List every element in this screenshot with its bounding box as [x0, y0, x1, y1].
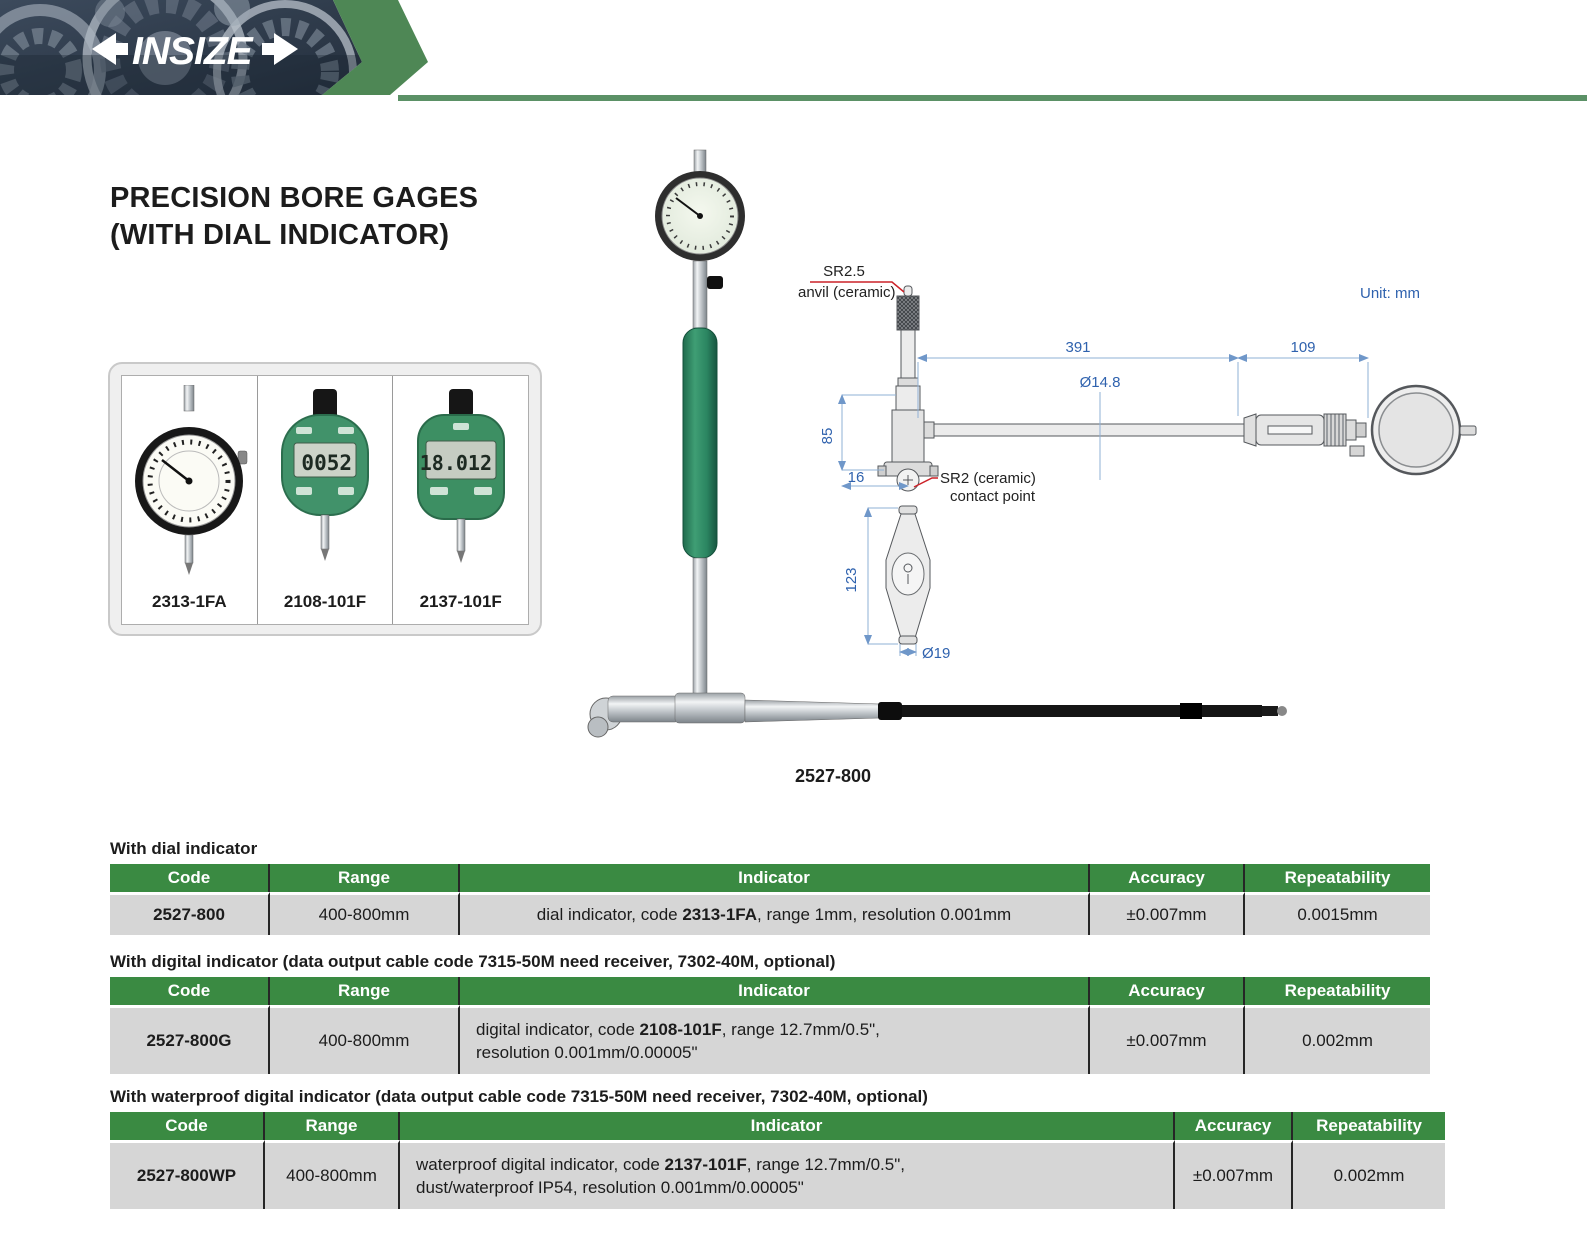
- cell-accuracy: ±0.007mm: [1090, 1005, 1245, 1074]
- digital-indicator-image: [260, 385, 390, 577]
- cell-indicator: digital indicator, code 2108-101F, range 12.7mm/0.5", resolution 0.001mm/0.00005": [460, 1005, 1090, 1074]
- cell-indicator: waterproof digital indicator, code 2137-101F, range 12.7mm/0.5", dust/waterproof IP54, resolution 0.001mm/0.00005": [400, 1140, 1175, 1209]
- product-card-2313-1FA: [122, 376, 258, 624]
- table-header-row: [110, 1112, 1445, 1140]
- cell-repeatability: 0.002mm: [1293, 1140, 1445, 1209]
- diagram-tube-assembly: [924, 386, 1476, 474]
- technical-diagram: [780, 240, 1480, 710]
- product-card-2137-101F: [393, 376, 528, 624]
- col-code: Code: [110, 864, 270, 892]
- page-title-line1: PRECISION BORE GAGES: [110, 182, 479, 214]
- dim-d19: Ø19: [922, 645, 951, 662]
- product-card-2108-101F: [258, 376, 394, 624]
- cell-accuracy: ±0.007mm: [1175, 1140, 1293, 1209]
- anvil-callout-line1: SR2.5: [823, 263, 865, 280]
- col-accuracy: Accuracy: [1090, 977, 1245, 1005]
- cell-repeatability: 0.0015mm: [1245, 892, 1430, 935]
- diagram-anvil-assembly: [878, 286, 938, 491]
- lcd-value: 18.012: [419, 451, 492, 475]
- waterproof-digital-indicator-image: [396, 385, 526, 577]
- dim-85: 85: [819, 427, 836, 445]
- header-rule: [398, 95, 1587, 101]
- table-caption-dial: With dial indicator: [110, 839, 258, 858]
- logo-text: INSIZE: [132, 30, 252, 73]
- hero-dial-indicator: [655, 150, 745, 328]
- dim-109: 109: [1290, 339, 1316, 356]
- anvil-callout: [798, 263, 904, 301]
- product-code-label: 2313-1FA: [152, 592, 227, 611]
- col-code: Code: [110, 1112, 265, 1140]
- col-indicator: Indicator: [460, 864, 1090, 892]
- table-header-row: [110, 977, 1430, 1005]
- table-row: [110, 892, 1430, 935]
- cell-range: 400-800mm: [270, 1005, 460, 1074]
- cell-code: 2527-800WP: [110, 1140, 265, 1209]
- table-caption-waterproof: With waterproof digital indicator (data output cable code 7315-50M need receiver, 7302-40M, optional): [110, 1087, 928, 1106]
- col-range: Range: [265, 1112, 400, 1140]
- contact-callout-line2: contact point: [950, 488, 1036, 505]
- dim-d14-8: Ø14.8: [1079, 374, 1121, 391]
- cell-repeatability: 0.002mm: [1245, 1005, 1430, 1074]
- dim-16: 16: [847, 469, 865, 486]
- spec-tables: [110, 838, 1450, 1209]
- cell-accuracy: ±0.007mm: [1090, 892, 1245, 935]
- table-row: [110, 1005, 1430, 1074]
- table-digital-indicator: [110, 977, 1430, 1074]
- table-header-row: [110, 864, 1430, 892]
- col-range: Range: [270, 977, 460, 1005]
- hero-caption: 2527-800: [794, 766, 872, 786]
- unit-label: Unit: mm: [1360, 285, 1420, 302]
- col-repeatability: Repeatability: [1245, 864, 1430, 892]
- anvil-callout-line2: anvil (ceramic): [798, 284, 896, 301]
- diagram-spindle-handle: [886, 506, 930, 644]
- table-row: [110, 1140, 1445, 1209]
- table-waterproof-digital-indicator: [110, 1112, 1445, 1209]
- col-range: Range: [270, 864, 460, 892]
- cell-range: 400-800mm: [270, 892, 460, 935]
- col-repeatability: Repeatability: [1245, 977, 1430, 1005]
- dim-391: 391: [1065, 339, 1091, 356]
- product-code-label: 2108-101F: [283, 592, 367, 611]
- cell-code: 2527-800: [110, 892, 270, 935]
- col-repeatability: Repeatability: [1293, 1112, 1445, 1140]
- page-title-line2: (WITH DIAL INDICATOR): [110, 219, 450, 251]
- page-header: [0, 0, 1587, 104]
- indicator-products-box: [108, 362, 542, 636]
- hero-rod: [693, 558, 707, 708]
- product-code-label: 2137-101F: [419, 592, 502, 611]
- col-indicator: Indicator: [460, 977, 1090, 1005]
- dial-indicator-image: [124, 385, 254, 577]
- table-dial-indicator: [110, 864, 1430, 935]
- lcd-value: 0052: [301, 451, 352, 475]
- cell-code: 2527-800G: [110, 1005, 270, 1074]
- hero-green-grip: [683, 328, 717, 558]
- page-title: [110, 180, 478, 254]
- cell-range: 400-800mm: [265, 1140, 400, 1209]
- col-indicator: Indicator: [400, 1112, 1175, 1140]
- col-accuracy: Accuracy: [1175, 1112, 1293, 1140]
- col-accuracy: Accuracy: [1090, 864, 1245, 892]
- table-caption-digital: With digital indicator (data output cable code 7315-50M need receiver, 7302-40M, optional): [110, 952, 836, 971]
- col-code: Code: [110, 977, 270, 1005]
- cell-indicator: dial indicator, code 2313-1FA, range 1mm, resolution 0.001mm: [460, 892, 1090, 935]
- contact-callout-line1: SR2 (ceramic): [940, 470, 1036, 487]
- dim-123: 123: [843, 567, 860, 593]
